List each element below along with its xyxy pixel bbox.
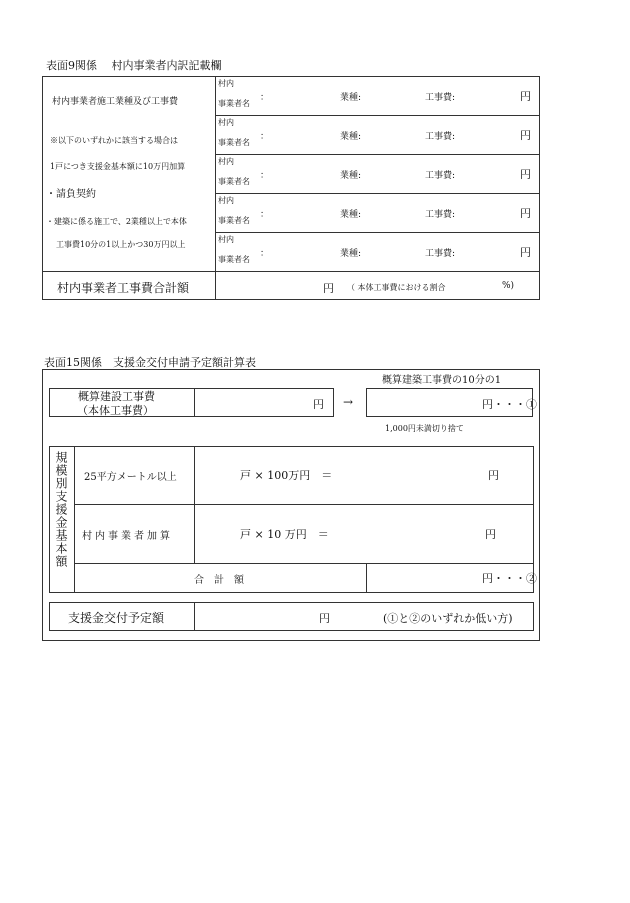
colon: ： <box>260 93 270 103</box>
yen-unit: 円 <box>488 469 499 482</box>
row-divider <box>215 232 540 233</box>
industry-label: 業種: <box>340 132 362 142</box>
grant-note: (①と②のいずれか低い方) <box>383 612 513 625</box>
result1-value: 円・・・① <box>482 398 537 411</box>
section9-title: 表面9関係 村内事業者内訳記載欄 <box>46 59 222 72</box>
percent-unit: %) <box>502 281 515 291</box>
column-divider <box>194 602 195 631</box>
vendor-bonus-formula: 戸 × 10 万円 ＝ <box>240 528 329 541</box>
column-divider <box>366 563 367 593</box>
vendor-label: 村内 <box>218 235 234 244</box>
left-label-heading: 村内事業者施工業種及び工事費 <box>52 97 179 107</box>
colon: ： <box>260 249 270 259</box>
vendor-label: 村内 <box>218 196 234 205</box>
yen-unit: 円 <box>323 282 334 295</box>
total-label: 合 計 額 <box>194 575 244 586</box>
row-divider <box>215 193 540 194</box>
cost-label: 工事費: <box>425 249 456 259</box>
left-label-note: ※以下のいずれかに該当する場合は <box>50 136 178 145</box>
yen-unit: 円 <box>520 90 531 103</box>
section15-title: 表面15関係 支援金交付申請予定額計算表 <box>44 356 256 369</box>
yen-unit: 円 <box>485 528 496 541</box>
cost-label: 工事費: <box>425 171 456 181</box>
row-divider <box>74 504 534 505</box>
vendor-label: 村内 <box>218 79 234 88</box>
colon: ： <box>260 132 270 142</box>
vendor-label: 事業者名 <box>218 255 250 264</box>
vendor-label: 事業者名 <box>218 177 250 186</box>
vendor-label: 村内 <box>218 118 234 127</box>
base-amount-vertical-label: 規模別支援金基本額 <box>54 451 68 568</box>
result2-value: 円・・・② <box>482 572 537 585</box>
row-divider <box>74 563 534 564</box>
total-row-divider <box>42 271 540 272</box>
ratio-label: （ 本体工事費における割合 <box>347 283 446 292</box>
vendor-total-label: 村内事業者工事費合計額 <box>57 281 190 295</box>
vendor-label: 事業者名 <box>218 216 250 225</box>
cost-label: 工事費: <box>425 132 456 142</box>
vendor-bonus-label: 村内事業者加算 <box>82 531 173 542</box>
industry-label: 業種: <box>340 171 362 181</box>
industry-label: 業種: <box>340 93 362 103</box>
colon: ： <box>260 171 270 181</box>
tenth-note: 概算建築工事費の10分の1 <box>382 375 502 386</box>
cost-label: 工事費: <box>425 210 456 220</box>
column-divider <box>215 76 216 300</box>
row-divider <box>215 154 540 155</box>
industry-label: 業種: <box>340 249 362 259</box>
yen-unit: 円 <box>520 207 531 220</box>
yen-unit: 円 <box>313 398 324 411</box>
row-divider <box>215 115 540 116</box>
left-label-condition: ・請負契約 <box>46 189 96 200</box>
per-unit-formula: 戸 × 100万円 ＝ <box>240 469 333 482</box>
yen-unit: 円 <box>520 168 531 181</box>
left-label-note: 1戸につき支援金基本額に10万円加算 <box>50 162 186 171</box>
column-divider <box>194 388 195 417</box>
left-label-condition: 工事費10分の1以上かつ30万円以上 <box>56 240 186 249</box>
vendor-breakdown-table <box>42 76 540 300</box>
yen-unit: 円 <box>520 246 531 259</box>
vendor-label: 事業者名 <box>218 138 250 147</box>
column-divider <box>74 446 75 593</box>
vendor-label: 事業者名 <box>218 99 250 108</box>
yen-unit: 円 <box>520 129 531 142</box>
rounding-note: 1,000円未満切り捨て <box>385 424 464 433</box>
vendor-label: 村内 <box>218 157 234 166</box>
industry-label: 業種: <box>340 210 362 220</box>
grant-amount-label: 支援金交付予定額 <box>68 611 165 625</box>
size-label: 25平方メートル以上 <box>84 472 177 483</box>
construction-cost-sublabel: （本体工事費） <box>77 404 154 417</box>
left-label-condition: ・建築に係る施工で、2業種以上で本体 <box>46 217 187 226</box>
cost-label: 工事費: <box>425 93 456 103</box>
colon: ： <box>260 210 270 220</box>
yen-unit: 円 <box>319 612 330 625</box>
construction-cost-label: 概算建設工事費 <box>78 390 155 403</box>
arrow-icon: → <box>343 395 354 409</box>
